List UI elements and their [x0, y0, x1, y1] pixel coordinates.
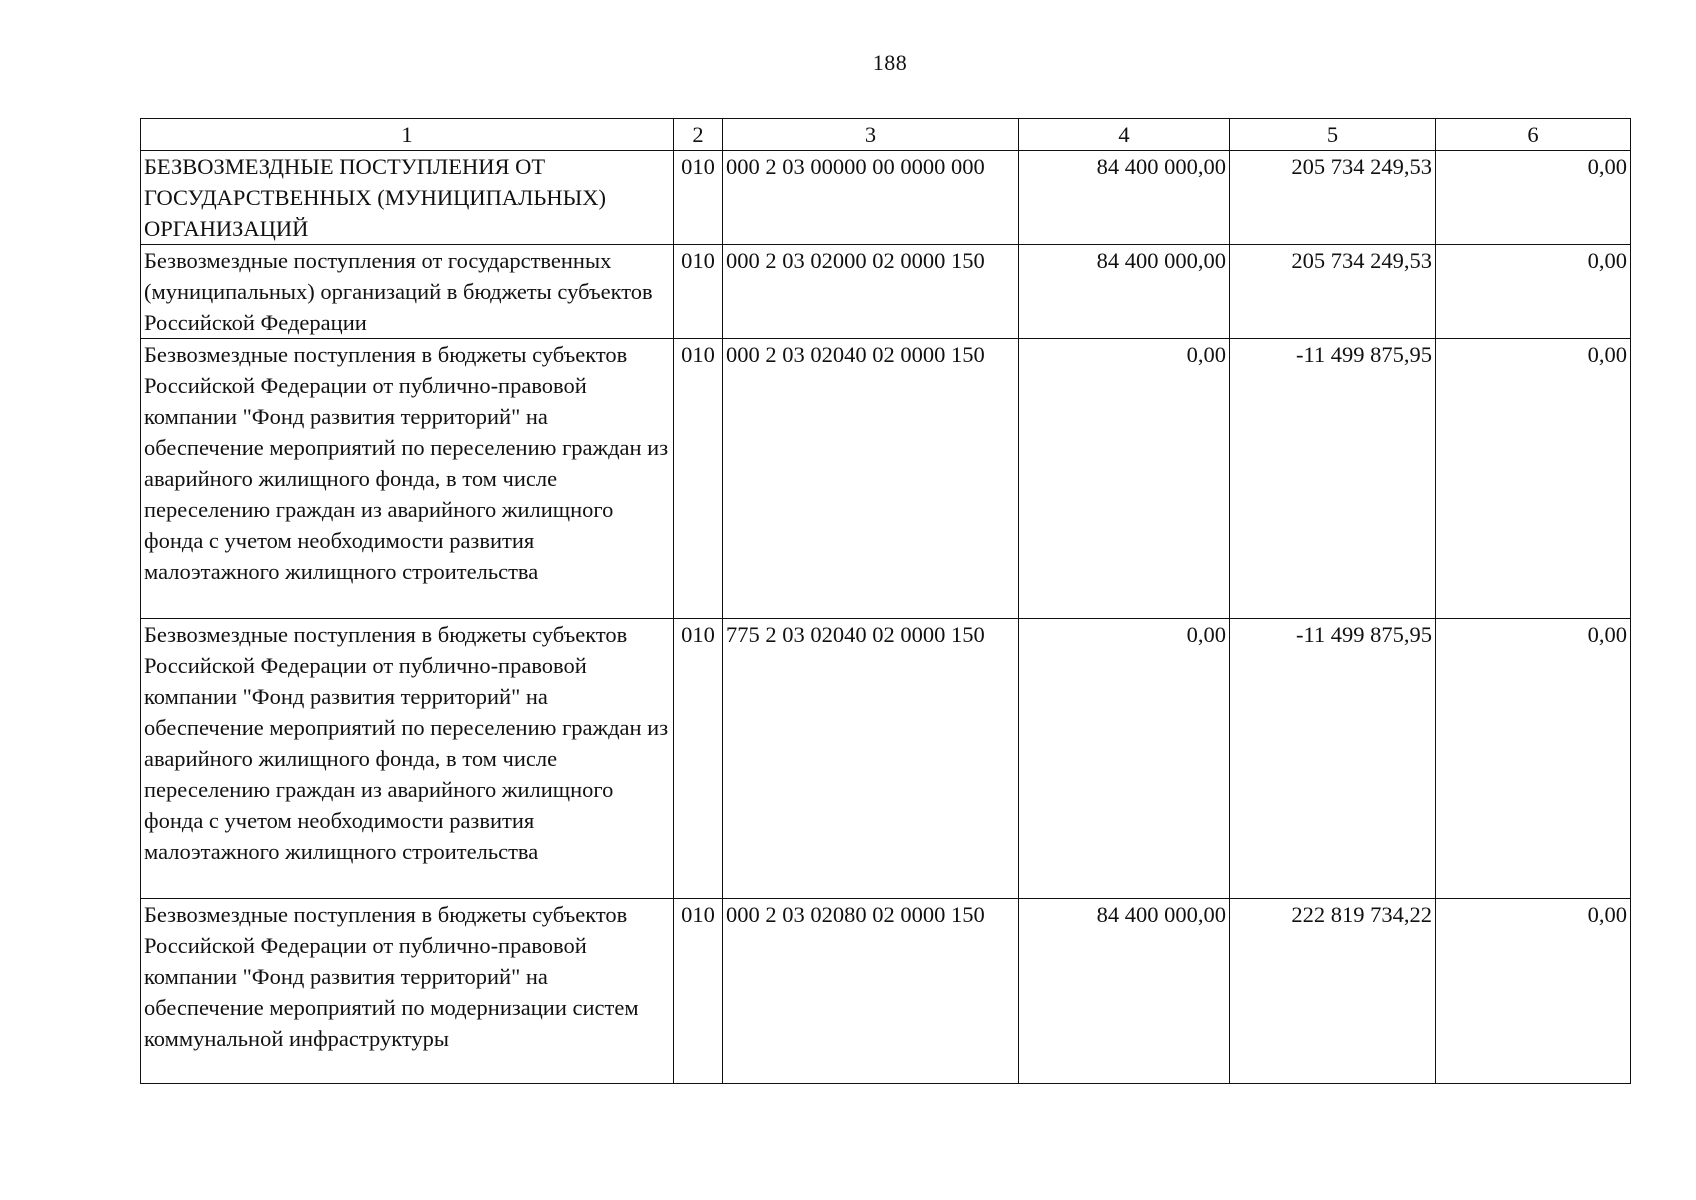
row-value-col6: 0,00 — [1436, 619, 1631, 899]
row-value-col6: 0,00 — [1436, 151, 1631, 245]
row-classification-code: 000 2 03 02080 02 0000 150 — [723, 899, 1019, 1084]
page-number: 188 — [872, 50, 908, 75]
row-name: Безвозмездные поступления в бюджеты субъектов Российской Федерации от публично-правовой компании "Фонд развития территорий" на обеспечение мероприятий по переселению граждан из аварийного жилищного фонда, в том числе переселению граждан из аварийного жилищного фонда с учетом необходимости развития малоэтажного жилищного строительства — [141, 619, 674, 899]
row-value-col5: 205 734 249,53 — [1230, 151, 1436, 245]
table-row — [141, 245, 1631, 339]
row-name: БЕЗВОЗМЕЗДНЫЕ ПОСТУПЛЕНИЯ ОТ ГОСУДАРСТВЕННЫХ (МУНИЦИПАЛЬНЫХ) ОРГАНИЗАЦИЙ — [141, 151, 674, 245]
header-col-2: 2 — [674, 119, 723, 151]
header-col-4: 4 — [1019, 119, 1230, 151]
table-header-row — [141, 119, 1631, 151]
row-name: Безвозмездные поступления в бюджеты субъектов Российской Федерации от публично-правовой компании "Фонд развития территорий" на обеспечение мероприятий по модернизации систем коммунальной инфраструктуры — [141, 899, 674, 1084]
table-row — [141, 339, 1631, 619]
header-col-3: 3 — [723, 119, 1019, 151]
row-classification-code: 000 2 03 02040 02 0000 150 — [723, 339, 1019, 619]
header-col-1: 1 — [141, 119, 674, 151]
table-row — [141, 899, 1631, 1084]
row-value-col4: 0,00 — [1019, 619, 1230, 899]
row-value-col5: -11 499 875,95 — [1230, 619, 1436, 899]
row-value-col6: 0,00 — [1436, 899, 1631, 1084]
row-line-code: 010 — [674, 245, 723, 339]
header-col-5: 5 — [1230, 119, 1436, 151]
table-row — [141, 619, 1631, 899]
row-name: Безвозмездные поступления в бюджеты субъектов Российской Федерации от публично-правовой компании "Фонд развития территорий" на обеспечение мероприятий по переселению граждан из аварийного жилищного фонда, в том числе переселению граждан из аварийного жилищного фонда с учетом необходимости развития малоэтажного жилищного строительства — [141, 339, 674, 619]
row-line-code: 010 — [674, 151, 723, 245]
row-value-col4: 84 400 000,00 — [1019, 151, 1230, 245]
row-value-col6: 0,00 — [1436, 245, 1631, 339]
header-col-6: 6 — [1436, 119, 1631, 151]
row-value-col5: -11 499 875,95 — [1230, 339, 1436, 619]
table-row — [141, 151, 1631, 245]
row-value-col4: 0,00 — [1019, 339, 1230, 619]
row-line-code: 010 — [674, 339, 723, 619]
row-value-col4: 84 400 000,00 — [1019, 899, 1230, 1084]
budget-table — [140, 118, 1631, 1084]
row-classification-code: 000 2 03 02000 02 0000 150 — [723, 245, 1019, 339]
row-line-code: 010 — [674, 899, 723, 1084]
row-line-code: 010 — [674, 619, 723, 899]
row-name: Безвозмездные поступления от государственных (муниципальных) организаций в бюджеты субъектов Российской Федерации — [141, 245, 674, 339]
row-value-col4: 84 400 000,00 — [1019, 245, 1230, 339]
row-value-col6: 0,00 — [1436, 339, 1631, 619]
row-value-col5: 205 734 249,53 — [1230, 245, 1436, 339]
row-classification-code: 775 2 03 02040 02 0000 150 — [723, 619, 1019, 899]
row-value-col5: 222 819 734,22 — [1230, 899, 1436, 1084]
row-classification-code: 000 2 03 00000 00 0000 000 — [723, 151, 1019, 245]
